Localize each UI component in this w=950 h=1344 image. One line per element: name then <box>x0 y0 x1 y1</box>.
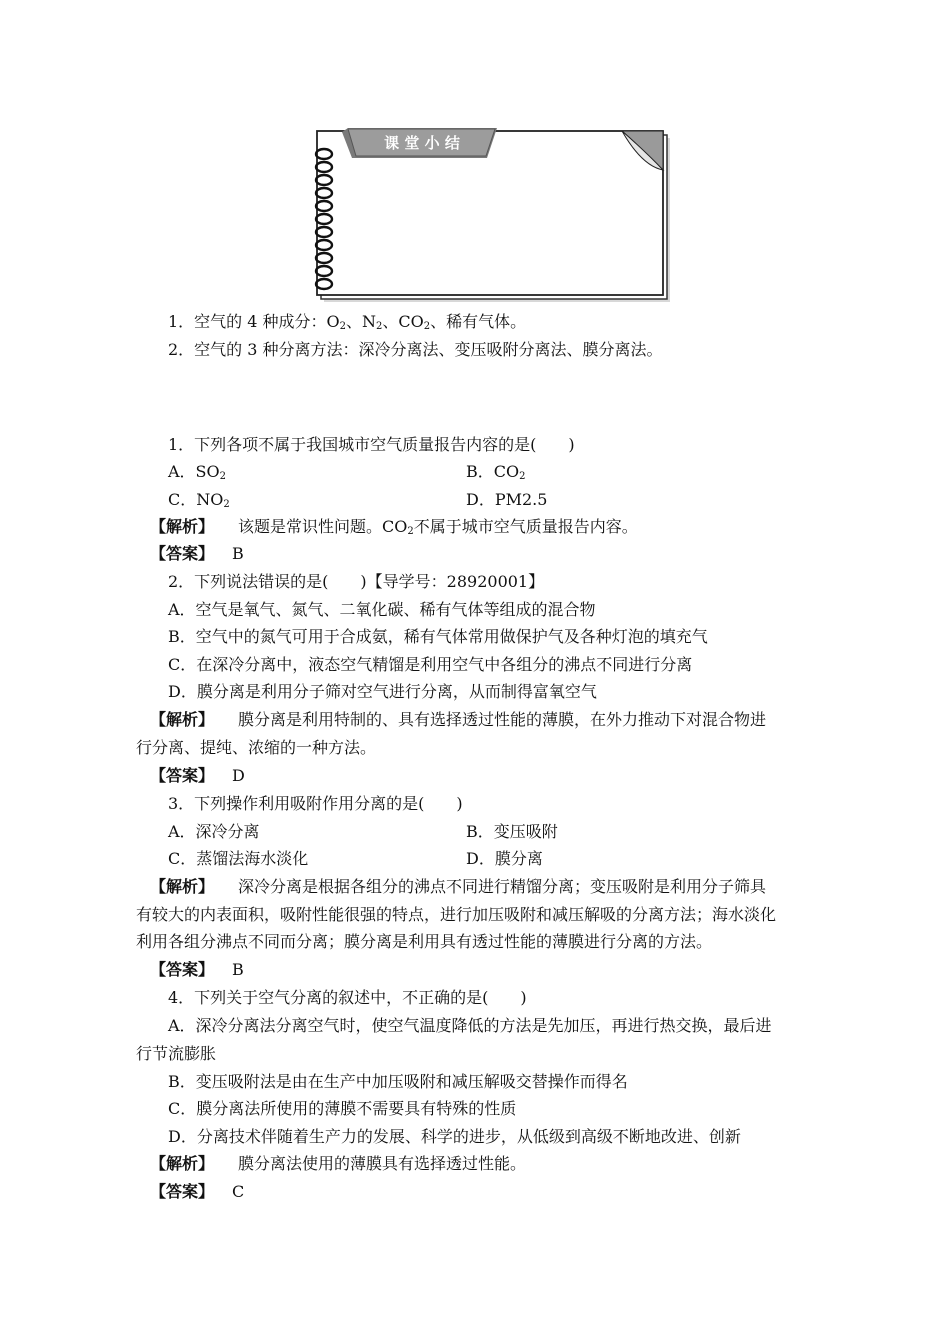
option: A．空气是氧气、氮气、二氧化碳、稀有气体等组成的混合物 <box>168 600 596 619</box>
answer-value: B <box>232 544 244 563</box>
analysis-label: 【解析】 <box>150 877 215 896</box>
analysis-continued: 有较大的内表面积，吸附性能很强的特点，进行加压吸附和减压解吸的分离方法；海水淡化 <box>136 905 777 924</box>
option: B．变压吸附 <box>466 822 558 841</box>
option: C．蒸馏法海水淡化 <box>168 849 309 868</box>
answer <box>150 543 244 565</box>
question-stem: 1．下列各项不属于我国城市空气质量报告内容的是( ) <box>168 435 575 454</box>
answer <box>150 1181 244 1203</box>
analysis-continued: 利用各组分沸点不同而分离；膜分离是利用具有透过性能的薄膜进行分离的方法。 <box>136 932 713 951</box>
option: C．$NO_2$ <box>168 490 230 510</box>
option: A．$SO_2$ <box>168 462 227 482</box>
analysis-continued: 行分离、提纯、浓缩的一种方法。 <box>136 738 377 757</box>
question-stem: 2．下列说法错误的是( )【导学号：28920001】 <box>168 572 545 591</box>
option: C．在深冷分离中，液态空气精馏是利用空气中各组分的沸点不同进行分离 <box>168 655 693 674</box>
notebook-header-graphic <box>312 126 674 304</box>
option: A．深冷分离法分离空气时，使空气温度降低的方法是先加压，再进行热交换，最后进 <box>168 1016 772 1035</box>
analysis-label: 【解析】 <box>150 710 215 729</box>
question-stem: 4．下列关于空气分离的叙述中，不正确的是( ) <box>168 988 527 1007</box>
answer-label: 【答案】 <box>150 1182 215 1201</box>
answer <box>150 765 245 787</box>
analysis: 【解析】 膜分离法使用的薄膜具有选择透过性能。 <box>150 1154 527 1173</box>
analysis-label: 【解析】 <box>150 1154 215 1173</box>
analysis-label: 【解析】 <box>150 517 215 536</box>
answer <box>150 959 244 981</box>
question-stem: 3．下列操作利用吸附作用分离的是( ) <box>168 794 463 813</box>
answer-label: 【答案】 <box>150 960 215 979</box>
option: B．变压吸附法是由在生产中加压吸附和减压解吸交替操作而得名 <box>168 1072 628 1091</box>
option: A．深冷分离 <box>168 822 260 841</box>
option: D．膜分离是利用分子筛对空气进行分离，从而制得富氧空气 <box>168 682 597 701</box>
option: B．$CO_2$ <box>466 462 526 482</box>
answer-value: C <box>232 1182 245 1201</box>
answer-label: 【答案】 <box>150 544 215 563</box>
summary-item: 2．空气的 3 种分离方法：深冷分离法、变压吸附分离法、膜分离法。 <box>168 340 663 359</box>
option: B．空气中的氮气可用于合成氨，稀有气体常用做保护气及各种灯泡的填充气 <box>168 627 708 646</box>
option: D．PM2.5 <box>466 490 548 509</box>
analysis: 【解析】 膜分离是利用特制的、具有选择透过性能的薄膜，在外力推动下对混合物进 <box>150 710 767 729</box>
option-continued: 行节流膨胀 <box>136 1044 217 1063</box>
answer-value: B <box>232 960 244 979</box>
answer-label: 【答案】 <box>150 766 215 785</box>
answer-value: D <box>232 766 245 785</box>
option: D．分离技术伴随着生产力的发展、科学的进步，从低级到高级不断地改进、创新 <box>168 1127 741 1146</box>
option: D．膜分离 <box>466 849 543 868</box>
analysis: 【解析】 深冷分离是根据各组分的沸点不同进行精馏分离；变压吸附是利用分子筛具 <box>150 877 767 896</box>
option: C．膜分离法所使用的薄膜不需要具有特殊的性质 <box>168 1099 517 1118</box>
summary-item: 1．空气的 4 种成分：$O_2$、$N_2$、$CO_2$、稀有气体。 <box>168 312 527 332</box>
analysis: 【解析】 该题是常识性问题。$CO_2$不属于城市空气质量报告内容。 <box>150 517 638 537</box>
section-title: 课 堂 小 结 <box>384 134 460 152</box>
